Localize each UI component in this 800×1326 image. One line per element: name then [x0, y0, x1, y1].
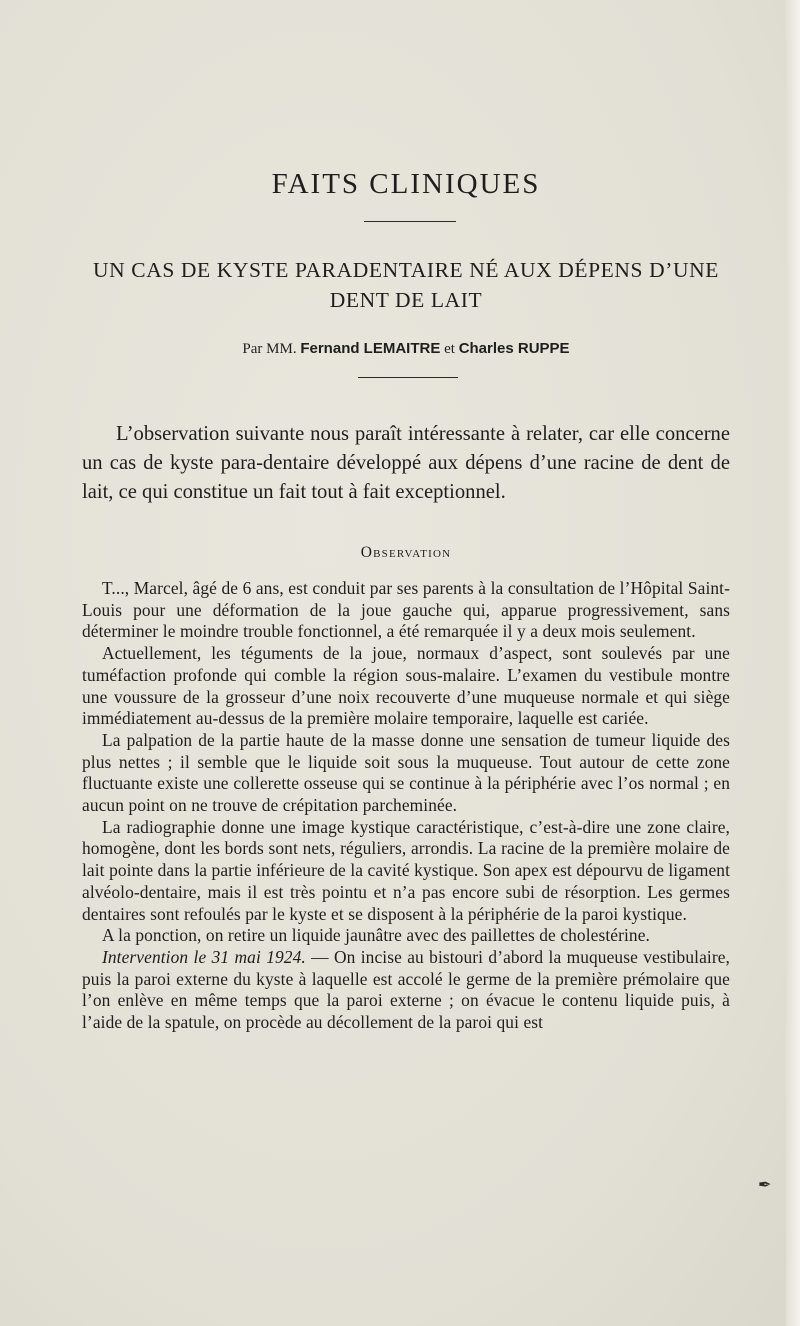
author-name: Charles RUPPE: [458, 340, 570, 357]
title-divider: [364, 221, 456, 222]
intervention-date: Intervention le 31 mai 1924.: [102, 946, 306, 967]
body-paragraph: La radiographie donne une image kystique caractéristique, c’est-à-dire une zone claire, homogène, dont les bords sont nets, réguliers, arrondis. La racine de la première molaire de lait pointe dans la partie inférieure de la cavité kystique. Son apex est dépourvu de ligament alvéolo-dentaire, mais il est très pointu et n’a pas encore subi de résorption. Les germes dentaires sont refoulés par le kyste et se disposent à la périphérie de la paroi kystique.: [82, 816, 730, 924]
byline-conjunction: et: [440, 341, 459, 357]
byline-prefix: Par MM.: [242, 341, 301, 357]
page-edge: [786, 0, 800, 1326]
body-paragraph: Actuellement, les téguments de la joue, normaux d’aspect, sont soulevés par une tuméfaction profonde qui comble la région sous-malaire. L’examen du vestibule montre une voussure de la grosseur d’une noix recouverte d’une muqueuse normale et qui siège immédiatement au-dessus de la première molaire temporaire, laquelle est cariée.: [82, 643, 730, 729]
body-paragraph: T..., Marcel, âgé de 6 ans, est conduit par ses parents à la consultation de l’Hôpital Saint-Louis pour une déformation de la joue gauche qui, apparue progressivement, sans déterminer le moindre trouble fonctionnel, a été remarquée il y a deux mois seulement.: [82, 578, 730, 642]
article-title: UN CAS DE KYSTE PARADENTAIRE NÉ AUX DÉPENS D’UNE DENT DE LAIT: [93, 258, 719, 312]
body-paragraph: [82, 947, 730, 1034]
observation-heading: Observation: [360, 544, 452, 561]
section-title: FAITS CLINIQUES: [271, 168, 541, 200]
intro-paragraph: L’observation suivante nous paraît intéressante à relater, car elle concerne un cas de kyste para-dentaire développé aux dépens d’une racine de dent de lait, ce qui constitue un fait tout à fait exceptionnel.: [82, 423, 730, 503]
body-paragraph: La palpation de la partie haute de la masse donne une sensation de tumeur liquide des plus nettes ; il semble que le liquide soit sous la muqueuse. Tout autour de cette zone fluctuante existe une collerette osseuse qui se continue à la périphérie avec l’os normal ; en aucun point on ne trouve de crépitation parcheminée.: [82, 729, 730, 816]
author-name: Fernand LEMAITRE: [300, 340, 441, 357]
observation-body: [82, 578, 730, 1034]
byline: [82, 340, 730, 358]
intervention-text: — On incise au bistouri d’abord la muqueuse vestibulaire, puis la paroi externe du kyste à laquelle est accolé le germe de la première prémolaire que l’on enlève en même temps que la paroi externe ; on évacue le contenu liquide puis, à l’aide de la spatule, on procède au décollement de la paroi qui est: [82, 946, 730, 1033]
byline-divider: [358, 377, 458, 378]
body-paragraph: A la ponction, on retire un liquide jaunâtre avec des paillettes de cholestérine.: [102, 925, 650, 946]
ink-mark-icon: ✒: [758, 1175, 772, 1194]
